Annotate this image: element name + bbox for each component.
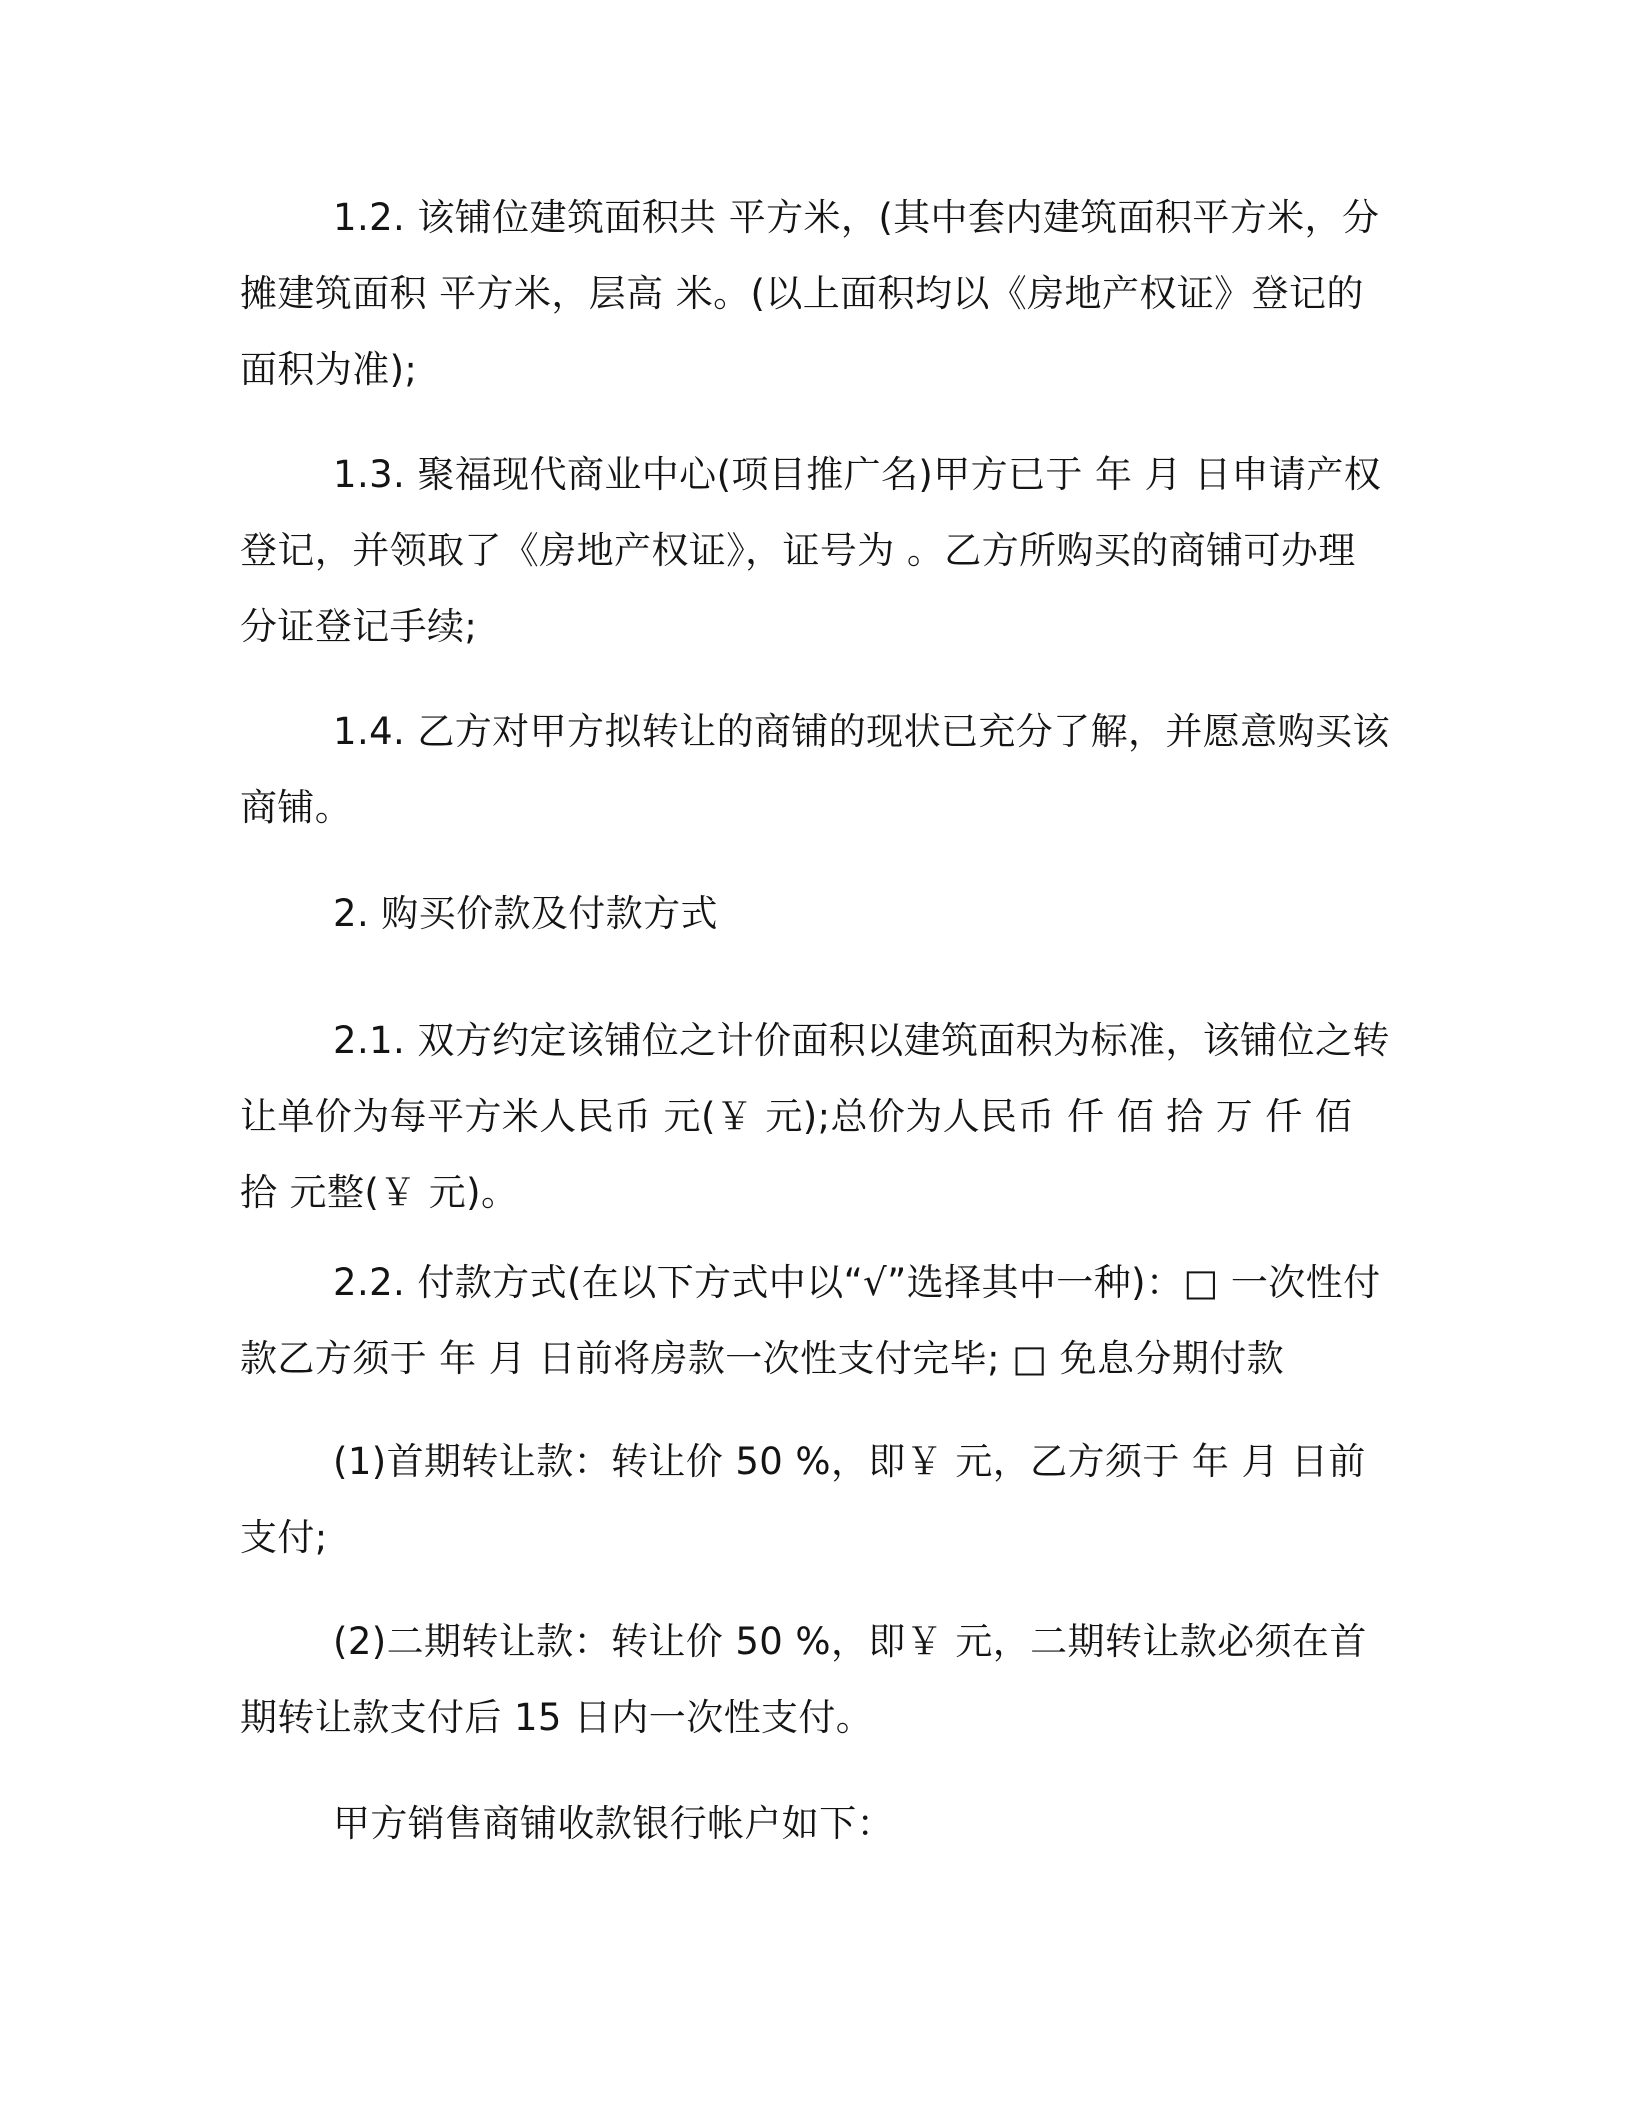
paragraph-1-2: 1.2. 该铺位建筑面积共 平方米，(其中套内建筑面积平方米，分摊建筑面积 平方米，层高 米。(以上面积均以《房地产权证》登记的面积为准); <box>240 196 1380 391</box>
paragraph-1-4: 1.4. 乙方对甲方拟转让的商铺的现状已充分了解，并愿意购买该商铺。 <box>240 710 1390 829</box>
paragraph-second-installment: (2)二期转让款：转让价 50 %，即￥ 元，二期转让款必须在首期转让款支付后 15 日内一次性支付。 <box>240 1620 1367 1739</box>
paragraph-1-3: 1.3. 聚福现代商业中心(项目推广名)甲方已于 年 月 日申请产权登记，并领取了《房地产权证》，证号为 。乙方所购买的商铺可办理分证登记手续; <box>240 453 1382 648</box>
paragraph-2-1: 2.1. 双方约定该铺位之计价面积以建筑面积为标准，该铺位之转让单价为每平方米人民币 元(￥ 元);总价为人民币 仟 佰 拾 万 仟 佰 拾 元整(￥ 元)。 <box>240 1019 1390 1214</box>
section-heading-2: 2. 购买价款及付款方式 <box>333 892 718 935</box>
paragraph-2-2: 2.2. 付款方式(在以下方式中以“√”选择其中一种)：□ 一次性付款乙方须于 年 月 日前将房款一次性支付完毕; □ 免息分期付款 <box>240 1261 1381 1380</box>
paragraph-first-installment: (1)首期转让款：转让价 50 %，即￥ 元，乙方须于 年 月 日前支付; <box>240 1440 1366 1559</box>
paragraph-bank-account: 甲方销售商铺收款银行帐户如下： <box>333 1802 894 1845</box>
